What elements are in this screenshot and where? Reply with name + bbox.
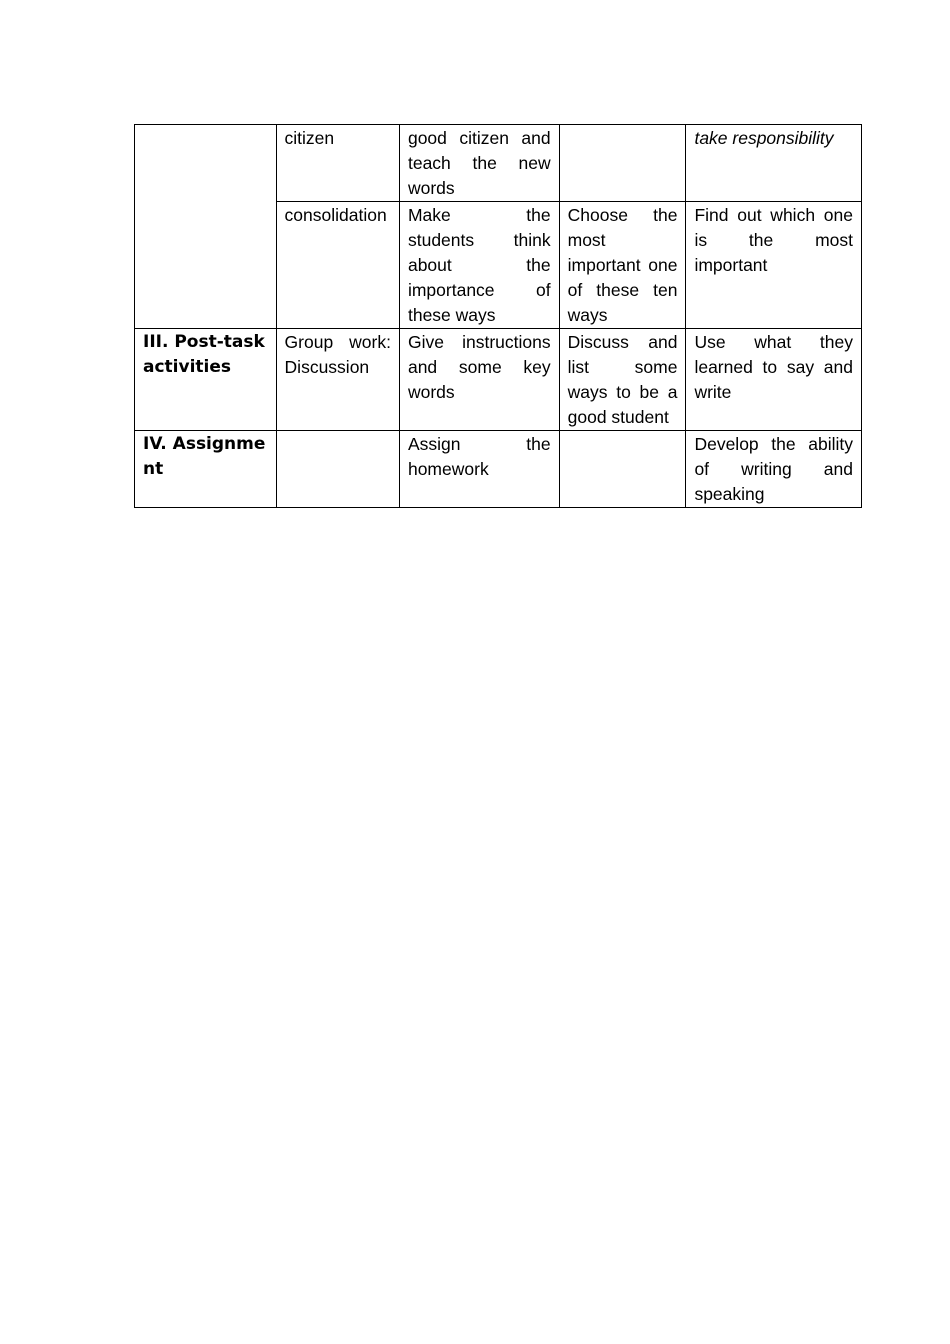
activity-cell: consolidation <box>276 202 399 329</box>
student-activity-cell: Discuss and list some ways to be a good student <box>559 329 686 431</box>
stage-cell <box>135 125 277 329</box>
purpose-cell: Develop the ability of writing and speaking <box>686 431 862 508</box>
activity-cell: Group work: Discussion <box>276 329 399 431</box>
student-activity-cell <box>559 125 686 202</box>
teacher-activity-cell: Make the students think about the importance of these ways <box>399 202 559 329</box>
lesson-plan-table <box>134 124 862 508</box>
purpose-cell: Use what they learned to say and write <box>686 329 862 431</box>
stage-cell: IV. Assignment <box>135 431 277 508</box>
table-row <box>135 329 862 431</box>
purpose-cell <box>686 125 862 202</box>
teacher-activity-cell: Give instructions and some key words <box>399 329 559 431</box>
purpose-cell: Find out which one is the most important <box>686 202 862 329</box>
student-activity-cell: Choose the most important one of these ten ways <box>559 202 686 329</box>
teacher-activity-cell: Assign the homework <box>399 431 559 508</box>
activity-cell: citizen <box>276 125 399 202</box>
stage-cell: III. Post-task activities <box>135 329 277 431</box>
teacher-activity-cell: good citizen and teach the new words <box>399 125 559 202</box>
student-activity-cell <box>559 431 686 508</box>
table-row <box>135 125 862 202</box>
activity-cell <box>276 431 399 508</box>
purpose-text: take responsibility <box>694 128 834 148</box>
table-row <box>135 431 862 508</box>
